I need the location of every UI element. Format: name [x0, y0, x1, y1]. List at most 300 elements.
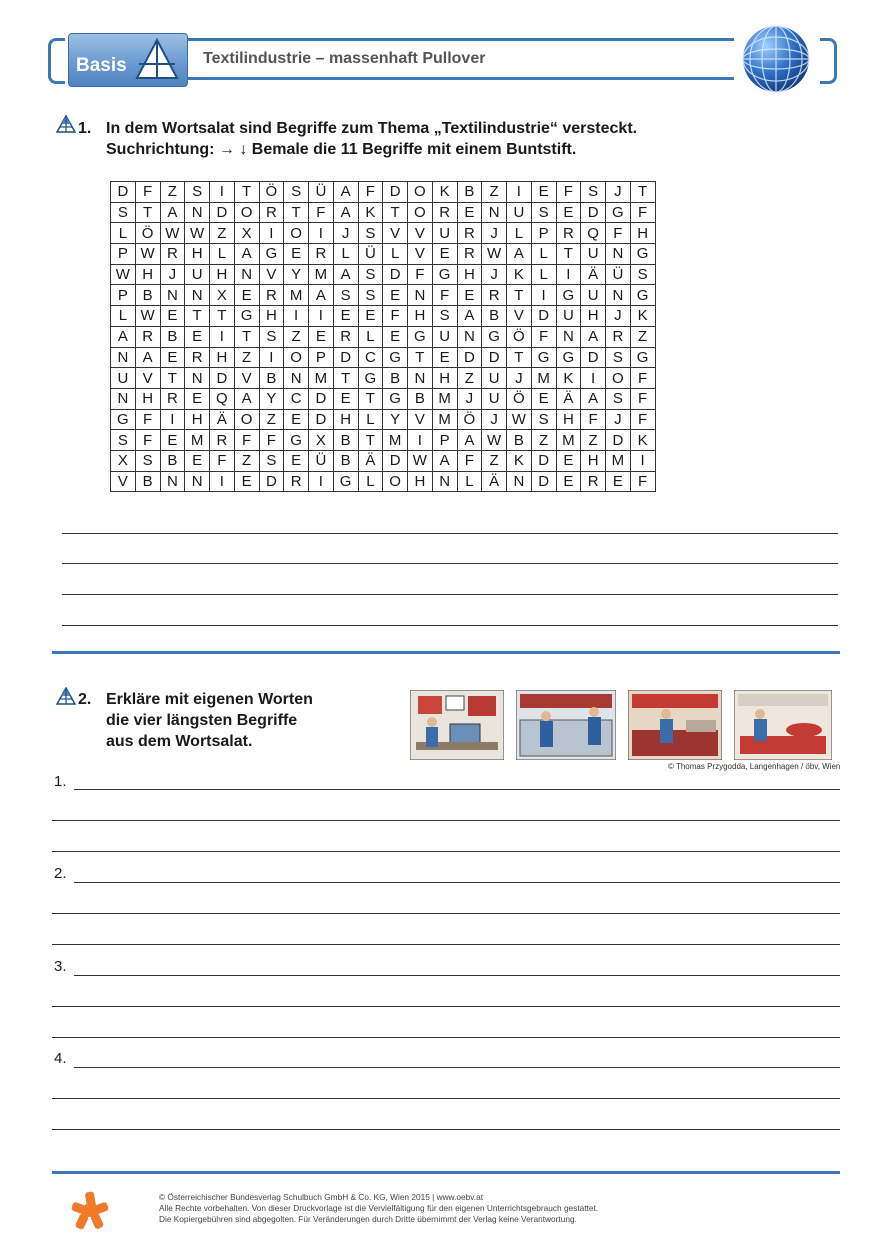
grid-cell: D [210, 368, 235, 389]
grid-cell: I [309, 471, 334, 492]
grid-cell: N [556, 326, 581, 347]
grid-cell: E [531, 182, 556, 203]
grid-cell: Z [581, 430, 606, 451]
grid-cell: D [482, 347, 507, 368]
grid-cell: E [160, 306, 185, 327]
grid-cell: E [432, 347, 457, 368]
grid-cell: Z [457, 368, 482, 389]
grid-cell: J [482, 223, 507, 244]
grid-cell: Z [482, 182, 507, 203]
publisher-logo-icon [70, 1190, 110, 1230]
grid-cell: L [333, 244, 358, 265]
grid-cell: I [284, 306, 309, 327]
grid-cell: D [383, 264, 408, 285]
answer-line [62, 533, 838, 534]
grid-cell: N [160, 471, 185, 492]
grid-cell: U [111, 368, 136, 389]
grid-cell: H [185, 244, 210, 265]
grid-row [111, 244, 656, 265]
grid-row [111, 388, 656, 409]
grid-cell: A [581, 326, 606, 347]
grid-cell: N [408, 285, 433, 306]
grid-cell: H [581, 306, 606, 327]
grid-cell: R [259, 202, 284, 223]
grid-cell: A [333, 202, 358, 223]
grid-cell: J [507, 368, 532, 389]
grid-cell: I [259, 347, 284, 368]
grid-cell: F [210, 450, 235, 471]
grid-cell: O [408, 182, 433, 203]
grid-cell: Ä [210, 409, 235, 430]
header-bracket-right [820, 38, 837, 84]
grid-cell: R [581, 471, 606, 492]
grid-cell: S [259, 450, 284, 471]
grid-cell: V [408, 409, 433, 430]
grid-cell: G [630, 244, 655, 265]
grid-cell: N [507, 471, 532, 492]
grid-cell: N [284, 368, 309, 389]
grid-cell: J [160, 264, 185, 285]
grid-cell: N [160, 285, 185, 306]
grid-cell: U [482, 368, 507, 389]
grid-cell: T [234, 182, 259, 203]
task2-instruction-line1: Erkläre mit eigenen Worten [106, 691, 313, 708]
grid-cell: R [210, 430, 235, 451]
grid-cell: Ä [358, 450, 383, 471]
grid-cell: L [111, 223, 136, 244]
task2-number: 2. [78, 691, 92, 708]
grid-cell: U [507, 202, 532, 223]
grid-cell: R [160, 244, 185, 265]
grid-cell: A [581, 388, 606, 409]
grid-cell: I [160, 409, 185, 430]
grid-cell: F [408, 264, 433, 285]
grid-cell: S [358, 264, 383, 285]
grid-cell: A [160, 202, 185, 223]
grid-cell: A [457, 430, 482, 451]
grid-cell: A [333, 264, 358, 285]
grid-cell: G [284, 430, 309, 451]
grid-cell: E [185, 326, 210, 347]
grid-cell: V [234, 368, 259, 389]
grid-cell: N [111, 388, 136, 409]
grid-cell: D [606, 430, 631, 451]
grid-row [111, 285, 656, 306]
grid-cell: R [457, 244, 482, 265]
grid-cell: R [284, 471, 309, 492]
task2-instruction-line2: die vier längsten Begriffe [106, 712, 298, 729]
grid-row [111, 471, 656, 492]
answer-number-4: 4. [54, 1050, 67, 1067]
grid-cell: H [556, 409, 581, 430]
grid-cell: W [507, 409, 532, 430]
grid-cell: F [556, 182, 581, 203]
grid-cell: O [606, 368, 631, 389]
grid-cell: Ö [457, 409, 482, 430]
grid-cell: I [630, 450, 655, 471]
grid-cell: S [432, 306, 457, 327]
grid-cell: H [210, 264, 235, 285]
grid-cell: S [606, 347, 631, 368]
answer-number-1: 1. [54, 773, 67, 790]
answer-line [52, 1006, 840, 1007]
grid-cell: E [383, 326, 408, 347]
grid-cell: Ä [556, 388, 581, 409]
globe-icon [740, 24, 812, 94]
grid-cell: T [358, 388, 383, 409]
grid-cell: G [482, 326, 507, 347]
grid-cell: D [383, 450, 408, 471]
answer-line [62, 594, 838, 595]
grid-cell: A [111, 326, 136, 347]
grid-cell: F [135, 409, 160, 430]
grid-cell: T [210, 306, 235, 327]
grid-row [111, 264, 656, 285]
grid-cell: D [581, 347, 606, 368]
grid-cell: L [358, 409, 383, 430]
grid-cell: E [234, 285, 259, 306]
grid-cell: B [333, 450, 358, 471]
grid-cell: G [432, 264, 457, 285]
grid-cell: G [556, 285, 581, 306]
grid-cell: F [135, 430, 160, 451]
answer-line [52, 1129, 840, 1130]
answer-line [62, 563, 838, 564]
grid-cell: N [185, 471, 210, 492]
grid-cell: A [234, 244, 259, 265]
grid-cell: H [432, 368, 457, 389]
grid-cell: B [135, 471, 160, 492]
grid-cell: A [432, 450, 457, 471]
grid-cell: I [210, 326, 235, 347]
grid-row [111, 450, 656, 471]
task-level-icon [56, 115, 76, 133]
grid-cell: G [556, 347, 581, 368]
grid-cell: Ü [358, 244, 383, 265]
grid-cell: L [531, 264, 556, 285]
grid-cell: I [210, 182, 235, 203]
grid-cell: R [185, 347, 210, 368]
grid-cell: F [581, 409, 606, 430]
grid-cell: O [408, 202, 433, 223]
grid-cell: M [284, 285, 309, 306]
grid-cell: L [210, 244, 235, 265]
grid-cell: Q [581, 223, 606, 244]
grid-cell: R [309, 244, 334, 265]
grid-cell: T [160, 368, 185, 389]
grid-cell: Y [383, 409, 408, 430]
grid-cell: T [284, 202, 309, 223]
grid-cell: K [630, 430, 655, 451]
grid-cell: B [135, 285, 160, 306]
word-search-grid [110, 181, 656, 492]
grid-cell: K [556, 368, 581, 389]
grid-cell: Ö [507, 326, 532, 347]
grid-cell: V [507, 306, 532, 327]
grid-cell: F [630, 471, 655, 492]
grid-cell: J [457, 388, 482, 409]
grid-cell: G [358, 368, 383, 389]
grid-cell: P [309, 347, 334, 368]
grid-cell: T [507, 347, 532, 368]
image-credit: © Thomas Przygodda, Langenhagen / öbv, Wien [668, 762, 841, 771]
illustration-design-office [410, 690, 504, 760]
grid-cell: X [234, 223, 259, 244]
grid-cell: B [482, 306, 507, 327]
answer-line [74, 789, 840, 790]
grid-cell: B [333, 430, 358, 451]
footer-divider [52, 1171, 840, 1174]
grid-cell: L [358, 471, 383, 492]
grid-cell: W [135, 306, 160, 327]
header-rule-bottom [186, 77, 734, 80]
grid-cell: E [333, 388, 358, 409]
grid-cell: R [606, 326, 631, 347]
grid-cell: N [408, 368, 433, 389]
grid-cell: S [606, 388, 631, 409]
grid-cell: W [160, 223, 185, 244]
grid-cell: N [606, 244, 631, 265]
grid-cell: Ö [507, 388, 532, 409]
grid-cell: Ü [309, 182, 334, 203]
grid-cell: E [556, 450, 581, 471]
grid-cell: M [383, 430, 408, 451]
grid-cell: E [185, 450, 210, 471]
answer-line [52, 1098, 840, 1099]
grid-cell: K [358, 202, 383, 223]
grid-cell: T [630, 182, 655, 203]
grid-cell: L [111, 306, 136, 327]
grid-cell: Z [284, 326, 309, 347]
grid-cell: E [457, 285, 482, 306]
grid-cell: N [606, 285, 631, 306]
grid-cell: U [482, 388, 507, 409]
grid-cell: H [408, 306, 433, 327]
grid-cell: Y [259, 388, 284, 409]
grid-cell: Ä [482, 471, 507, 492]
grid-cell: U [556, 306, 581, 327]
grid-cell: R [457, 223, 482, 244]
grid-cell: M [309, 368, 334, 389]
grid-cell: U [432, 326, 457, 347]
grid-cell: A [507, 244, 532, 265]
grid-cell: X [111, 450, 136, 471]
grid-cell: G [333, 471, 358, 492]
grid-cell: F [457, 450, 482, 471]
grid-cell: S [531, 409, 556, 430]
grid-cell: D [581, 202, 606, 223]
grid-cell: W [482, 430, 507, 451]
grid-cell: I [309, 223, 334, 244]
grid-cell: C [284, 388, 309, 409]
grid-cell: S [185, 182, 210, 203]
grid-cell: O [234, 409, 259, 430]
grid-cell: D [210, 202, 235, 223]
grid-cell: V [111, 471, 136, 492]
grid-cell: J [606, 306, 631, 327]
grid-cell: B [408, 388, 433, 409]
grid-cell: P [432, 430, 457, 451]
grid-cell: F [630, 202, 655, 223]
grid-cell: O [284, 223, 309, 244]
grid-cell: G [259, 244, 284, 265]
grid-cell: W [135, 244, 160, 265]
grid-cell: T [556, 244, 581, 265]
grid-cell: A [234, 388, 259, 409]
grid-cell: T [185, 306, 210, 327]
grid-cell: R [160, 388, 185, 409]
grid-cell: G [234, 306, 259, 327]
grid-cell: G [111, 409, 136, 430]
grid-row [111, 347, 656, 368]
illustration-cutting-fabric [734, 690, 832, 760]
grid-cell: N [432, 471, 457, 492]
answer-number-2: 2. [54, 865, 67, 882]
grid-cell: E [309, 326, 334, 347]
grid-cell: W [482, 244, 507, 265]
grid-cell: T [408, 347, 433, 368]
grid-cell: S [333, 285, 358, 306]
grid-cell: B [507, 430, 532, 451]
grid-cell: U [185, 264, 210, 285]
grid-cell: P [111, 244, 136, 265]
section-divider [52, 651, 840, 654]
grid-cell: G [383, 347, 408, 368]
grid-cell: D [457, 347, 482, 368]
footer-line1: © Österreichischer Bundesverlag Schulbuch GmbH & Co. KG, Wien 2015 | www.oebv.at [159, 1192, 483, 1202]
answer-line [52, 944, 840, 945]
grid-cell: F [630, 368, 655, 389]
footer-line2: Alle Rechte vorbehalten. Von dieser Druckvorlage ist die Vervielfältigung für den eigenen Unterrichtsgebrauch gestattet. [159, 1203, 599, 1213]
answer-line [74, 1067, 840, 1068]
grid-cell: V [408, 244, 433, 265]
grid-cell: I [531, 285, 556, 306]
grid-cell: H [630, 223, 655, 244]
grid-cell: F [135, 182, 160, 203]
grid-cell: F [606, 223, 631, 244]
grid-cell: E [185, 388, 210, 409]
grid-cell: T [507, 285, 532, 306]
grid-cell: B [160, 450, 185, 471]
footer-text [159, 1192, 598, 1225]
task2-instruction-line3: aus dem Wortsalat. [106, 733, 253, 750]
grid-cell: Ü [309, 450, 334, 471]
grid-cell: B [259, 368, 284, 389]
task-level-icon [56, 687, 76, 705]
grid-cell: F [630, 388, 655, 409]
answer-line [52, 851, 840, 852]
grid-cell: G [606, 202, 631, 223]
grid-cell: G [630, 285, 655, 306]
grid-cell: D [531, 450, 556, 471]
grid-cell: H [581, 450, 606, 471]
grid-cell: I [581, 368, 606, 389]
grid-row [111, 409, 656, 430]
grid-cell: I [210, 471, 235, 492]
grid-cell: S [358, 223, 383, 244]
grid-cell: L [358, 326, 383, 347]
page-title: Textilindustrie – massenhaft Pullover [203, 50, 486, 67]
grid-cell: A [457, 306, 482, 327]
grid-cell: D [111, 182, 136, 203]
illustration-control-panel [516, 690, 616, 760]
grid-cell: J [482, 409, 507, 430]
grid-cell: P [531, 223, 556, 244]
grid-cell: N [185, 368, 210, 389]
grid-cell: Q [210, 388, 235, 409]
answer-line [62, 625, 838, 626]
grid-cell: S [111, 202, 136, 223]
grid-cell: H [333, 409, 358, 430]
grid-cell: U [432, 223, 457, 244]
grid-cell: Z [531, 430, 556, 451]
grid-cell: F [630, 409, 655, 430]
grid-cell: E [160, 347, 185, 368]
grid-cell: V [259, 264, 284, 285]
grid-cell: S [135, 450, 160, 471]
grid-cell: Ü [606, 264, 631, 285]
grid-cell: T [358, 430, 383, 451]
grid-cell: D [309, 409, 334, 430]
grid-cell: V [408, 223, 433, 244]
grid-cell: T [333, 368, 358, 389]
illustration-sewing-line [628, 690, 722, 760]
grid-cell: E [531, 388, 556, 409]
grid-cell: S [581, 182, 606, 203]
grid-cell: Y [284, 264, 309, 285]
grid-cell: I [507, 182, 532, 203]
grid-cell: A [333, 182, 358, 203]
grid-cell: W [111, 264, 136, 285]
grid-cell: R [556, 223, 581, 244]
grid-cell: B [457, 182, 482, 203]
grid-cell: H [259, 306, 284, 327]
grid-cell: G [383, 388, 408, 409]
grid-cell: F [432, 285, 457, 306]
grid-cell: R [432, 202, 457, 223]
grid-cell: I [408, 430, 433, 451]
header-bracket-left [48, 38, 65, 84]
grid-cell: U [581, 285, 606, 306]
grid-cell: F [259, 430, 284, 451]
grid-cell: D [531, 306, 556, 327]
grid-cell: N [457, 326, 482, 347]
grid-cell: N [185, 202, 210, 223]
grid-cell: Z [259, 409, 284, 430]
grid-cell: D [531, 471, 556, 492]
grid-cell: E [284, 409, 309, 430]
grid-cell: E [457, 202, 482, 223]
grid-cell: F [383, 306, 408, 327]
grid-cell: N [234, 264, 259, 285]
grid-cell: D [383, 182, 408, 203]
grid-cell: I [309, 306, 334, 327]
grid-cell: Z [482, 450, 507, 471]
grid-cell: R [135, 326, 160, 347]
grid-cell: V [135, 368, 160, 389]
grid-cell: L [507, 223, 532, 244]
grid-cell: L [531, 244, 556, 265]
grid-cell: U [581, 244, 606, 265]
grid-cell: E [432, 244, 457, 265]
answer-number-3: 3. [54, 958, 67, 975]
grid-cell: N [185, 285, 210, 306]
grid-cell: M [309, 264, 334, 285]
grid-cell: E [234, 471, 259, 492]
grid-cell: F [531, 326, 556, 347]
grid-cell: A [309, 285, 334, 306]
grid-cell: E [333, 306, 358, 327]
